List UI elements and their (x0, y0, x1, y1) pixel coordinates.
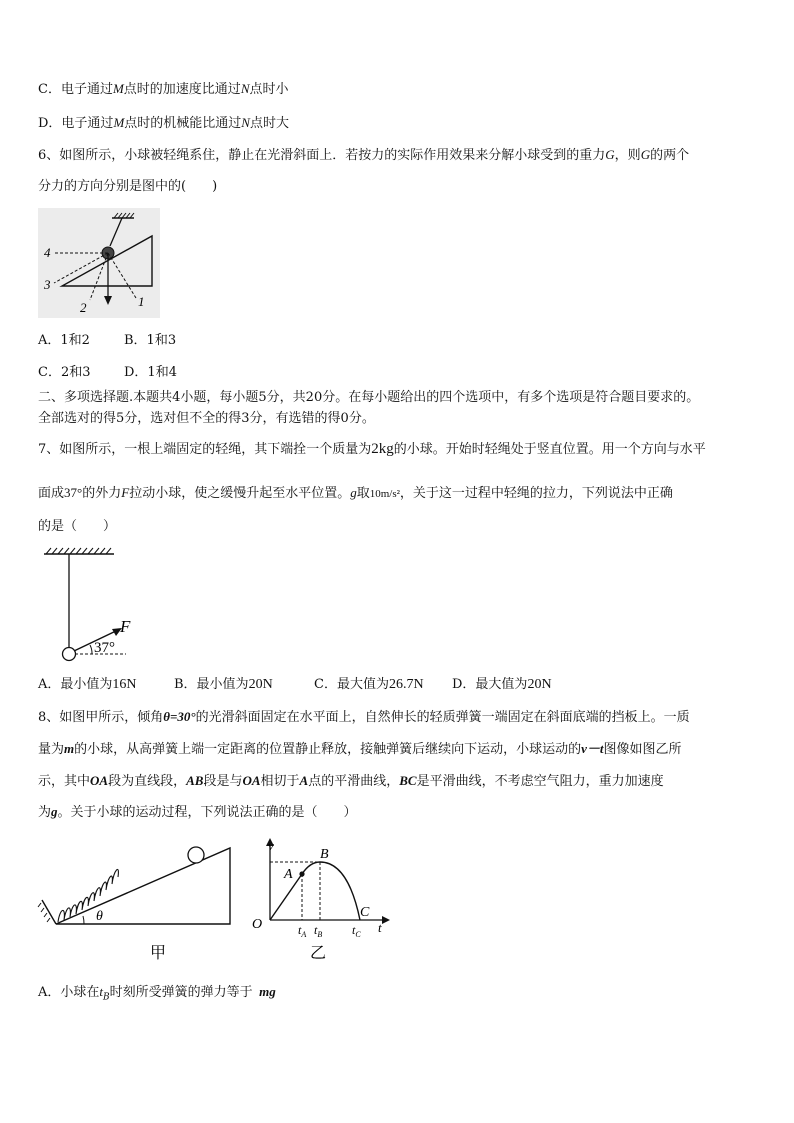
label-o: O (252, 917, 263, 932)
value: 20N (248, 677, 273, 692)
q8-figure-jia (38, 840, 238, 966)
q7-option-c[interactable] (314, 676, 452, 694)
spring (58, 869, 118, 922)
text: A．小球在 (38, 985, 100, 1000)
text: 的小球。开始时轻绳处于竖直位置。用一个方向与水平 (393, 442, 706, 457)
label-a: A (284, 867, 293, 882)
seg-oa: OA (242, 773, 261, 788)
q6-options-row2 (38, 364, 177, 382)
q6-option-a[interactable]: A．1和2 (38, 333, 90, 348)
subscript-b: B (103, 992, 110, 1003)
q8-stem-line2 (38, 740, 682, 759)
q7-option-b[interactable] (174, 676, 314, 694)
text: 段为直线段， (108, 774, 187, 789)
angle-value: 37° (64, 485, 83, 500)
label-2: 2 (80, 300, 87, 315)
text: ，关于这一过程中轻绳的拉力，下列说法中正确 (399, 486, 673, 501)
q7-figure (42, 548, 142, 666)
q8-stem-line4 (38, 803, 357, 822)
text: C．最大值为 (314, 677, 389, 692)
text: 面成 (38, 486, 65, 501)
text: 的两个 (650, 148, 690, 163)
var-m: M (113, 115, 125, 130)
q6-stem-line1 (38, 146, 689, 165)
var-t: t (99, 984, 104, 999)
text: 量为 (38, 742, 65, 757)
q7-option-d[interactable] (452, 676, 552, 694)
label-4: 4 (44, 245, 51, 260)
v-t: v－t (581, 741, 604, 756)
sub-a: A (301, 930, 307, 939)
var-n: N (241, 115, 250, 130)
var-f: F (121, 485, 130, 500)
text: 。关于小球的运动过程，下列说法正确的是（ ） (57, 805, 357, 820)
text: 的光滑斜面固定在水平面上，自然伸长的轻质弹簧一端固定在斜面底端的挡板上。一质 (195, 710, 690, 725)
q6-option-b[interactable]: B．1和3 (124, 333, 177, 348)
text: 的外力 (82, 486, 122, 501)
text: 拉动小球，使之缓慢升起至水平位置。 (129, 486, 351, 501)
point-a: A (299, 773, 309, 788)
text: 6、如图所示，小球被轻绳系住，静止在光滑斜面上．若按力的实际作用效果来分解小球受到的重力 (38, 148, 606, 163)
seg-ab: AB (186, 773, 204, 788)
label-t: t (378, 920, 382, 935)
var-m: m (64, 741, 75, 756)
q7-stem-line3: 的是（ ） (38, 519, 117, 534)
section2-instructions-line2: 全部选对的得5分，选对但不全的得3分，有选错的得0分。 (38, 411, 375, 426)
ball (63, 648, 76, 661)
label-c: C (360, 905, 370, 920)
label-f: F (120, 617, 131, 636)
var-n: N (240, 81, 250, 96)
q5-option-d (38, 114, 289, 133)
text: 时刻所受弹簧的弹力等于 (109, 985, 253, 1000)
label-3: 3 (44, 277, 51, 292)
text: 点的平滑曲线， (308, 774, 400, 789)
q7-options (38, 676, 552, 694)
text: 点时大 (249, 116, 289, 131)
t: t (352, 923, 356, 937)
q6-stem-line2: 分力的方向分别是图中的( ) (38, 179, 218, 194)
value: 16N (112, 677, 137, 692)
q5-option-c (38, 80, 289, 99)
section2-instructions-line1: 二、多项选择题.本题共4小题，每小题5分，共20分。在每小题给出的四个选项中，有多个选项是符合题目要求的。 (38, 390, 700, 405)
q8-figure-yi (248, 836, 398, 964)
curve-abc (302, 862, 360, 920)
q8-stem-line1 (38, 708, 690, 727)
caption-jia: 甲 (150, 945, 167, 962)
baffle (42, 900, 56, 924)
value: 20N (527, 677, 552, 692)
var-g: g (51, 804, 58, 819)
text: ，则 (614, 148, 641, 163)
var-g: g (350, 485, 357, 500)
q7-option-a[interactable] (38, 676, 174, 694)
caption-yi: 乙 (310, 945, 327, 962)
incline (56, 848, 230, 924)
var-mg: mg (259, 984, 276, 999)
angle-arc (83, 916, 84, 924)
text: D．电子通过 (38, 116, 114, 131)
seg-oa: OA (90, 773, 109, 788)
text: 相切于 (260, 774, 300, 789)
q6-options-row1 (38, 332, 176, 350)
theta-value: θ=30° (163, 709, 196, 724)
angle-arc (90, 645, 92, 654)
t: t (314, 923, 318, 937)
tick-tc (352, 923, 361, 939)
text: 段是与 (203, 774, 243, 789)
tick-ta (298, 923, 306, 939)
label-angle: 37° (94, 640, 115, 656)
text: 为 (38, 805, 52, 820)
label-v: v (268, 838, 274, 853)
ball (188, 847, 204, 863)
sub-b: B (317, 930, 323, 939)
text: 取 (356, 486, 370, 501)
var-g: G (605, 147, 615, 162)
text: 的小球，从高弹簧上端一定距离的位置静止释放，接触弹簧后继续向下运动，小球运动的 (74, 742, 582, 757)
q6-figure (38, 208, 160, 318)
mass-value: 2kg (371, 441, 394, 457)
text: A．最小值为 (38, 677, 113, 692)
label-1: 1 (138, 294, 145, 309)
baffle-hatch (38, 903, 50, 922)
text: C．电子通过 (38, 82, 113, 97)
q6-option-d[interactable]: D．1和4 (124, 365, 177, 380)
text: B．最小值为 (174, 677, 249, 692)
text: 是平滑曲线，不考虑空气阻力，重力加速度 (416, 774, 664, 789)
var-g: G (640, 147, 651, 162)
tick-tb (314, 923, 322, 939)
text: 点时小 (249, 82, 289, 97)
q7-stem-line1 (38, 440, 706, 459)
text: 8、如图甲所示，倾角 (38, 710, 164, 725)
text: 点时的加速度比通过 (123, 82, 241, 97)
text: 7、如图所示，一根上端固定的轻绳，其下端拴一个质量为 (38, 442, 372, 457)
t-axis-arrow (382, 916, 390, 924)
label-theta: θ (96, 909, 103, 924)
label-b: B (320, 847, 329, 862)
ceiling-hatch (46, 548, 111, 554)
var-m: M (112, 81, 124, 96)
text: 点时的机械能比通过 (124, 116, 242, 131)
text: 示，其中 (38, 774, 91, 789)
t: t (298, 923, 302, 937)
q8-option-a[interactable] (38, 983, 276, 1007)
seg-bc: BC (399, 773, 417, 788)
q6-option-c[interactable]: C．2和3 (38, 365, 91, 380)
value: 26.7N (388, 677, 424, 692)
g-value: 10m/s² (369, 488, 400, 500)
q8-stem-line3 (38, 772, 664, 791)
text: 图像如图乙所 (603, 742, 682, 757)
text: D．最大值为 (452, 677, 528, 692)
sub-c: C (355, 930, 361, 939)
q7-stem-line2 (38, 484, 673, 503)
